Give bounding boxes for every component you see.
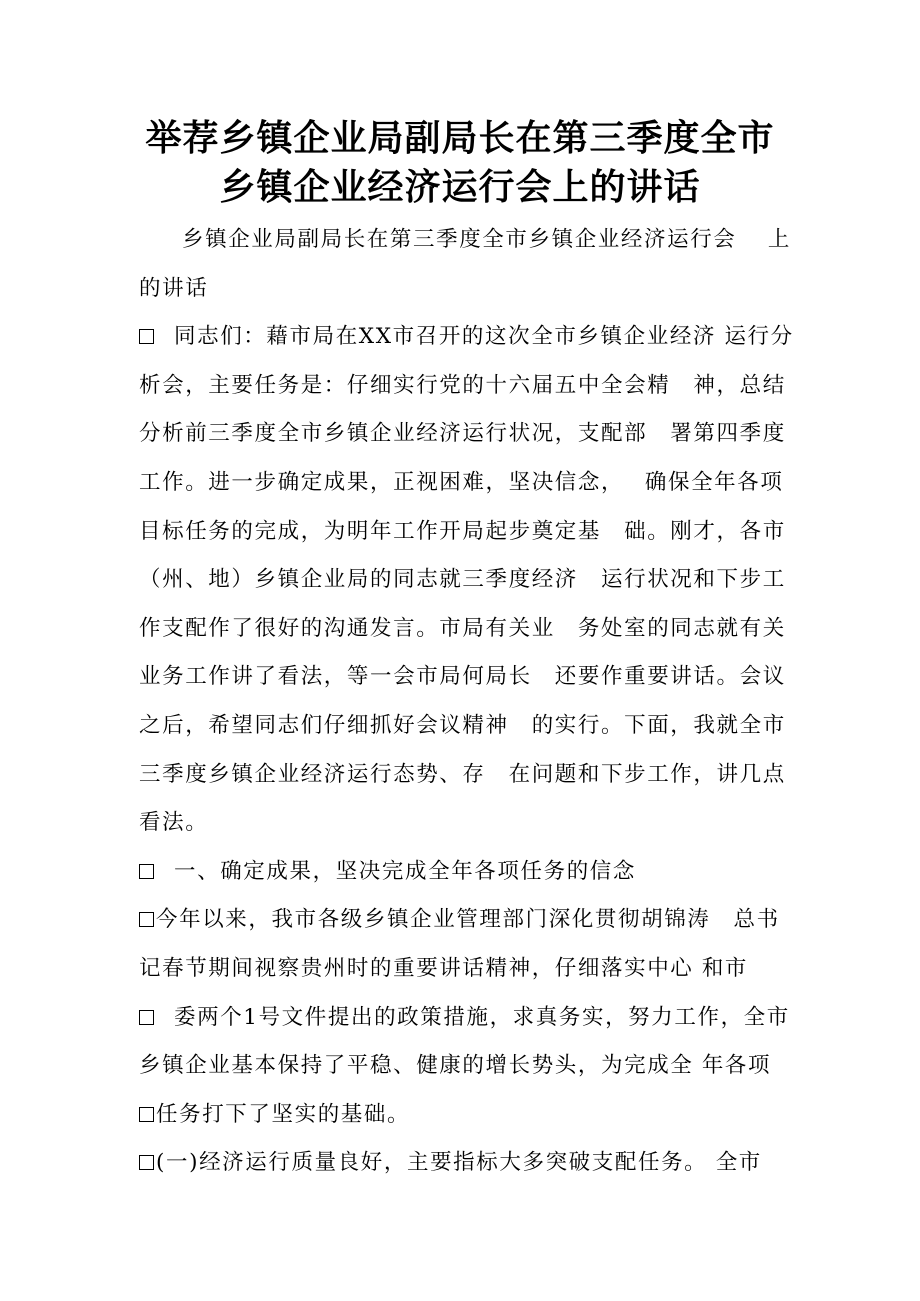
text-line — [139, 1091, 799, 1140]
text-line — [139, 508, 799, 557]
line-text: 同志们：藉市局在XX市召开的这次全市乡镇企业经济 运行分 — [174, 324, 794, 350]
text-line — [139, 799, 799, 848]
line-text: 分析前三季度全市乡镇企业经济运行状况，支配部 署第四季度 — [139, 421, 786, 447]
line-text: (一)经济运行质量良好，主要指标大多突破支配任务。 全市 — [156, 1150, 762, 1176]
text-line — [139, 945, 799, 994]
text-line — [139, 1042, 799, 1091]
text-line — [139, 653, 799, 702]
checkbox-glyph-icon — [139, 864, 154, 879]
text-line — [139, 751, 799, 800]
document-title — [60, 114, 860, 212]
line-text: 作支配作了很好的沟通发言。市局有关业 务处室的同志就有关 — [139, 615, 786, 641]
line-text: 乡镇企业局副局长在第三季度全市乡镇企业经济运行会 上 — [182, 227, 792, 252]
line-text: 目标任务的完成，为明年工作开局起步奠定基 础。刚才，各市 — [139, 518, 786, 544]
text-line — [139, 848, 799, 897]
checkbox-glyph-icon — [139, 329, 154, 344]
text-line — [139, 994, 799, 1043]
text-line — [139, 459, 799, 508]
title-line: 举荐乡镇企业局副局长在第三季度全市 — [145, 118, 775, 159]
line-text: 业务工作讲了看法，等一会市局何局长 还要作重要讲话。会议 — [139, 664, 786, 690]
line-text: 一、确定成果，坚决完成全年各项任务的信念 — [174, 858, 637, 884]
line-text: 今年以来，我市各级乡镇企业管理部门深化贯彻胡锦涛 总书 — [156, 907, 780, 933]
checkbox-glyph-icon — [139, 1010, 154, 1025]
line-text: （州、地）乡镇企业局的同志就三季度经济 运行状况和下步工 — [139, 567, 786, 593]
checkbox-glyph-icon — [139, 912, 154, 927]
line-text: 工作。进一步确定成果，正视困难，坚决信念， 确保全年各项 — [139, 469, 784, 495]
text-line — [139, 313, 799, 362]
text-line — [139, 702, 799, 751]
text-line — [139, 896, 799, 945]
line-text: 乡镇企业基本保持了平稳、健康的增长势头，为完成全 年各项 — [139, 1053, 772, 1079]
line-text: 记春节期间视察贵州时的重要讲话精神，仔细落实中心 和市 — [139, 955, 749, 981]
line-text: 任务打下了坚实的基础。 — [156, 1101, 411, 1127]
text-line — [139, 1139, 799, 1188]
text-line — [139, 216, 799, 265]
document-body — [139, 216, 799, 1188]
checkbox-glyph-icon — [139, 1107, 154, 1122]
text-line — [139, 605, 799, 654]
line-text: 的讲话 — [139, 275, 209, 301]
line-text: 三季度乡镇企业经济运行态势、存 在问题和下步工作，讲几点 — [139, 761, 786, 787]
line-text: 看法。 — [139, 810, 209, 836]
text-line — [139, 362, 799, 411]
line-text: 委两个1号文件提出的政策措施，求真务实，努力工作，全市 — [174, 1004, 790, 1030]
text-line — [139, 556, 799, 605]
checkbox-glyph-icon — [139, 1155, 154, 1170]
text-line — [139, 410, 799, 459]
text-line — [139, 265, 799, 314]
line-text: 之后，希望同志们仔细抓好会议精神 的实行。下面，我就全市 — [139, 712, 786, 738]
title-line: 乡镇企业经济运行会上的讲话 — [219, 167, 701, 208]
line-text: 析会，主要任务是：仔细实行党的十六届五中全会精 神，总结 — [139, 372, 786, 398]
